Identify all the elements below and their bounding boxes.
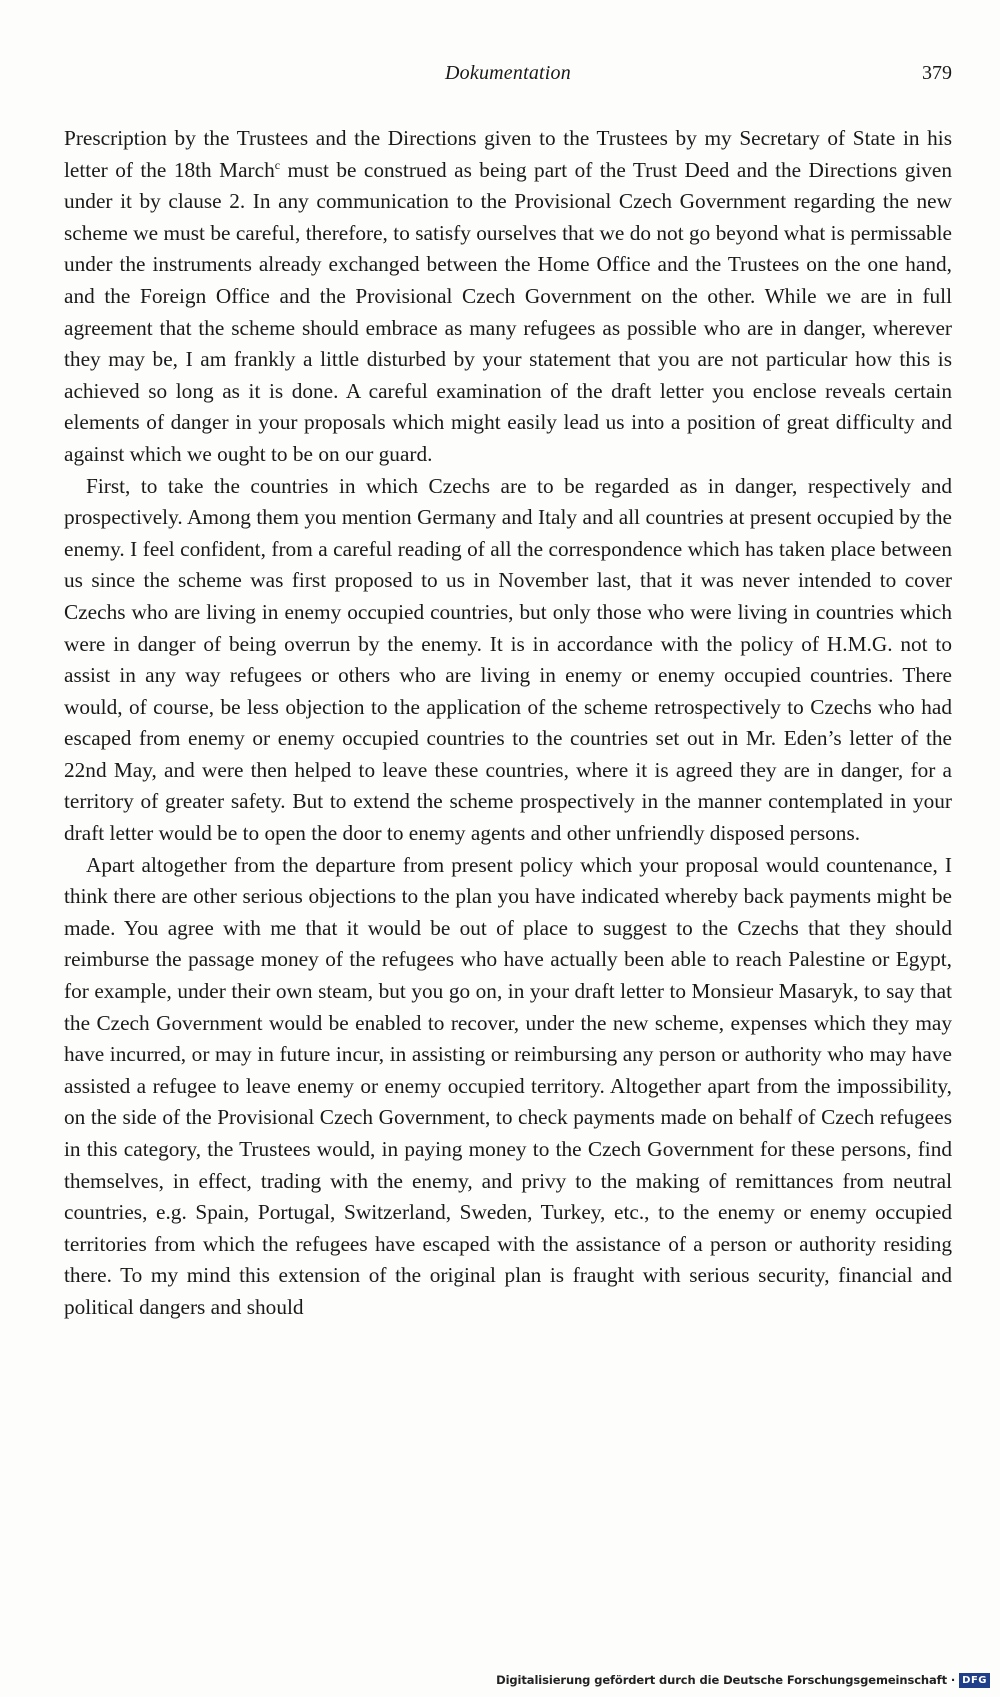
paragraph-1-text-b: must be construed as being part of the Trust Deed and the Directions given under it by clause 2. In any communication to the Provisional Czech Government regarding the new scheme we must be careful, therefore, to satisfy ourselves that we do not go beyond what is permissable under the instruments already exchanged between the Home Office and the Trustees on the one hand, and the Foreign Office and the Provisional Czech Government on the other. While we are in full agreement that the scheme should embrace as many refugees as possible who are in danger, wherever they may be, I am frankly a little disturbed by your statement that you are not particular how this is achieved so long as it is done. A careful examination of the draft letter you enclose reveals certain elements of danger in your proposals which might easily lead us into a position of great difficulty and against which we ought to be on our guard. (64, 157, 953, 466)
page-number: 379 (922, 62, 952, 84)
paragraph-2: First, to take the countries in which Czechs are to be regarded as in danger, respectively and prospectively. Among them you mention Germany and Italy and all countries at present occupied by the enemy. I feel confident, from a careful reading of all the correspondence which has taken place between us since the scheme was first proposed to us in November last, that it was never intended to cover Czechs who are living in enemy occupied countries, but only those who were living in countries which were in danger of being overrun by the enemy. It is in accordance with the policy of H.M.G. not to assist in any way refugees or others who are living in enemy or enemy occupied countries. There would, of course, be less objection to the application of the scheme retrospectively to Czechs who had escaped from enemy or enemy occupied countries to the countries set out in Mr. Eden’s letter of the 22nd May, and were then helped to leave these countries, where it is agreed they are in danger, for a territory of greater safety. But to extend the scheme prospectively in the manner contemplated in your draft letter would be to open the door to enemy agents and other unfriendly disposed persons. (64, 473, 952, 846)
running-head (64, 62, 952, 92)
paragraph-3: Apart altogether from the departure from present policy which your proposal would countenance, I think there are other serious objections to the plan you have indicated whereby back payments might be made. You agree with me that it would be out of place to suggest to the Czechs that they should reimburse the passage money of the refugees who have actually been able to reach Palestine or Egypt, for example, under their own steam, but you go on, in your draft letter to Monsieur Masaryk, to say that the Czech Government would be enabled to recover, under the new scheme, expenses which they may have incurred, or may in future incur, in assisting or reimbursing any person or authority who may have assisted a refugee to leave enemy or enemy occupied territory. Altogether apart from the impossibility, on the side of the Provisional Czech Government, to check payments made on behalf of Czech refugees in this category, the Trustees would, in paying money to the Czech Government for these persons, find themselves, in effect, trading with the enemy, and privy to the making of remittances from neutral countries, e.g. Spain, Portugal, Switzerland, Sweden, Turkey, etc., to the enemy or enemy occupied territories from which the refugees have escaped with the assistance of a person or authority residing there. To my mind this extension of the original plan is fraught with serious security, financial and political dangers and should (64, 852, 952, 1319)
paragraph-1-text-a: Prescription by the Trustees and the Directions given to the Trustees by my Secretary of State in his letter of the 18th March (64, 126, 952, 182)
body-text (64, 123, 952, 1324)
digitization-footer (496, 1671, 990, 1689)
footnote-marker: c (274, 157, 281, 172)
paragraph-1 (64, 123, 952, 471)
dfg-logo-icon: DFG (959, 1673, 990, 1688)
funding-note: Digitalisierung gefördert durch die Deutsche Forschungsgemeinschaft · (496, 1673, 956, 1687)
running-title: Dokumentation (445, 62, 571, 84)
